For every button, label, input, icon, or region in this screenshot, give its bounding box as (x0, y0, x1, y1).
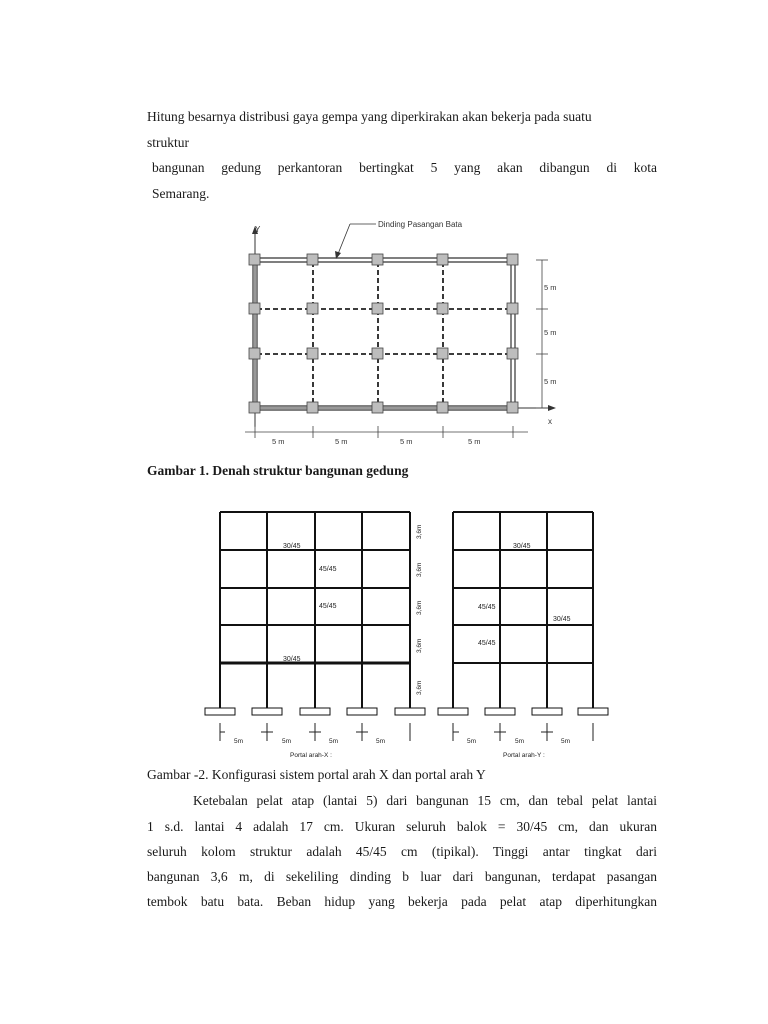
intro-line-2: struktur (147, 135, 189, 150)
height-2: 3,6m (416, 562, 423, 577)
intro-line-4: Semarang. (152, 186, 210, 201)
height-1: 3,6m (416, 524, 423, 539)
span-x-1: 5 m (272, 437, 285, 446)
frame-y-span-3: 5m (561, 738, 571, 745)
frame-x-title: Portal arah-X : (290, 752, 332, 759)
frame-y-label-1: 30/45 (513, 543, 531, 550)
span-x-4: 5 m (468, 437, 481, 446)
intro-line-3: bangunan gedung perkantoran bertingkat 5 yang akan dibangun di kota (152, 160, 657, 175)
frame-x-label-2: 45/45 (319, 566, 337, 573)
frame-y-label-2: 45/45 (478, 604, 496, 611)
frame-y-title: Portal arah-Y : (503, 752, 545, 759)
height-5: 3,6m (416, 680, 423, 695)
span-y-2: 5 m (544, 328, 557, 337)
wall-annotation: Dinding Pasangan Bata (378, 220, 463, 229)
height-3: 3,6m (416, 600, 423, 615)
span-x-3: 5 m (400, 437, 413, 446)
frame-y-label-4: 45/45 (478, 640, 496, 647)
x-axis-label: x (548, 417, 552, 426)
body-line-3: seluruh kolom struktur adalah 45/45 cm (tipikal). Tinggi antar tingkat dari (147, 844, 657, 859)
figure1-caption: Gambar 1. Denah struktur bangunan gedung (147, 463, 409, 478)
body-line-1: Ketebalan pelat atap (lantai 5) dari bangunan 15 cm, dan tebal pelat lantai (193, 793, 657, 808)
intro-line-1: Hitung besarnya distribusi gaya gempa yang diperkirakan akan bekerja pada suatu (147, 109, 592, 124)
floor-plan-figure (230, 212, 570, 452)
frame-y-span-2: 5m (515, 738, 525, 745)
frame-x-span-1: 5m (234, 738, 244, 745)
frame-y-label-3: 30/45 (553, 616, 571, 623)
frame-x-span-2: 5m (282, 738, 292, 745)
y-axis-label: Y (255, 225, 261, 234)
portal-frames-figure (195, 505, 615, 763)
span-y-3: 5 m (544, 377, 557, 386)
frame-x-label-3: 45/45 (319, 603, 337, 610)
body-line-5: tembok batu bata. Beban hidup yang bekerja pada pelat atap diperhitungkan (147, 894, 657, 909)
body-line-4: bangunan 3,6 m, di sekeliling dinding b luar dari bangunan, terdapat pasangan (147, 869, 657, 884)
frame-x-span-4: 5m (376, 738, 386, 745)
figure2-caption: Gambar -2. Konfigurasi sistem portal arah X dan portal arah Y (147, 767, 486, 782)
span-y-1: 5 m (544, 283, 557, 292)
span-x-2: 5 m (335, 437, 348, 446)
frame-x-span-3: 5m (329, 738, 339, 745)
height-4: 3,6m (416, 638, 423, 653)
body-line-2: 1 s.d. lantai 4 adalah 17 cm. Ukuran seluruh balok = 30/45 cm, dan ukuran (147, 819, 657, 834)
frame-x-label-1: 30/45 (283, 543, 301, 550)
frame-y-span-1: 5m (467, 738, 477, 745)
frame-x-label-4: 30/45 (283, 656, 301, 663)
